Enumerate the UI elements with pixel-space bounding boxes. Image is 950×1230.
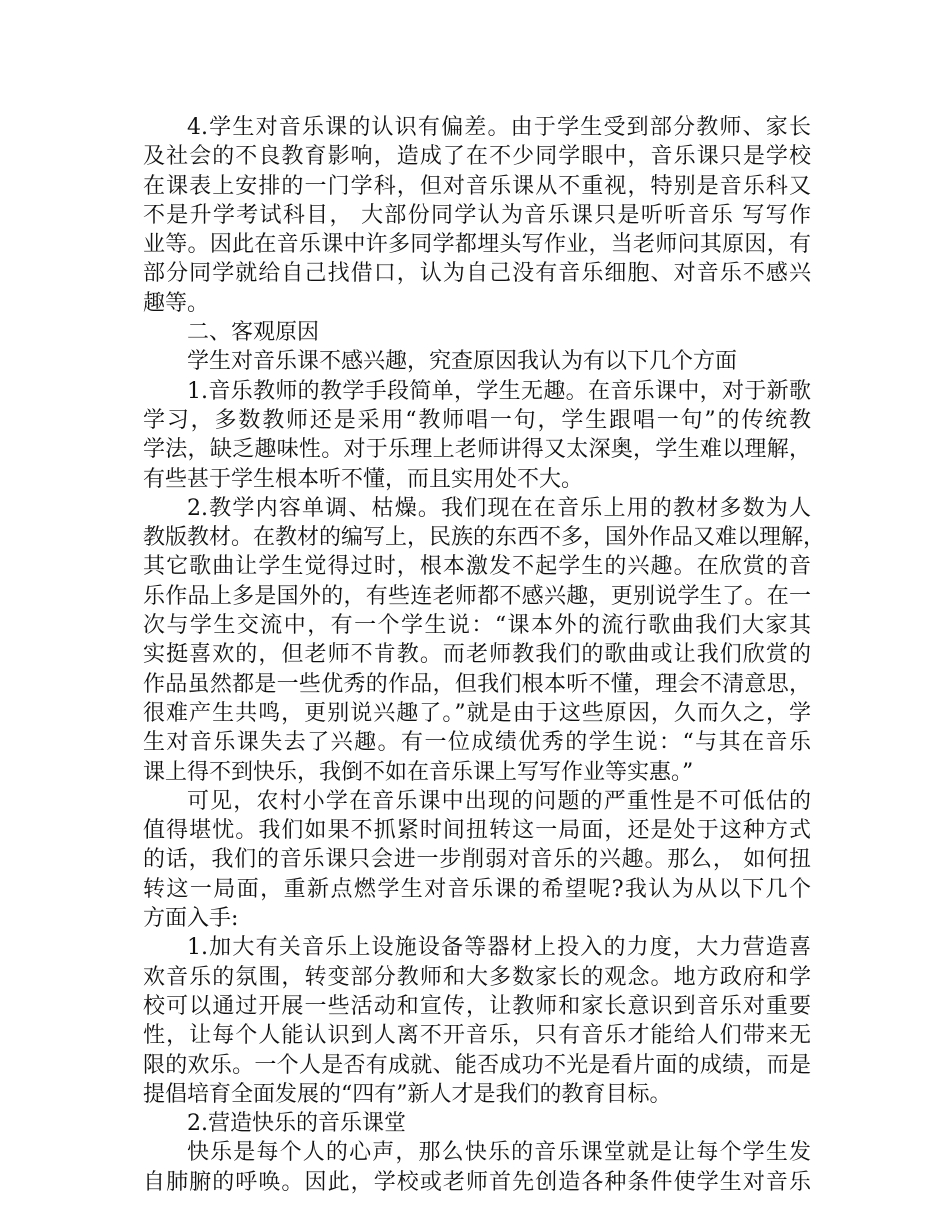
text-line: 课上得不到快乐，我倒不如在音乐课上写写作业等实惠。” <box>143 759 694 785</box>
text-line: 方面入手: <box>143 906 239 932</box>
text-line: 很难产生共鸣，更别说兴趣了。”就是由于这些原因，久而久之，学 <box>143 700 811 726</box>
text-line: 部分同学就给自己找借口，认为自己没有音乐细胞、对音乐不感兴 <box>143 261 811 287</box>
text-line: 二、客观原因 <box>187 320 320 346</box>
text-line: 生对音乐课失去了兴趣。有一位成绩优秀的学生说：“与其在音乐 <box>143 730 811 756</box>
text-line: 1.音乐教师的教学手段简单，学生无趣。在音乐课中，对于新歌 <box>187 378 811 404</box>
text-line: 2.教学内容单调、枯燥。我们现在在音乐上用的教材多数为人 <box>187 495 811 521</box>
text-line: 限的欢乐。一个人是否有成就、能否成功不光是看片面的成绩，而是 <box>143 1052 811 1078</box>
text-line: 不是升学考试科目， 大部份同学认为音乐课只是听听音乐 写写作 <box>143 202 811 228</box>
text-line: 欢音乐的氛围，转变部分教师和大多数家长的观念。地方政府和学 <box>143 964 811 990</box>
text-line: 1.加大有关音乐上设施设备等器材上投入的力度，大力营造喜 <box>187 935 811 961</box>
text-line: 提倡培育全面发展的“四有”新人才是我们的教育目标。 <box>143 1081 672 1107</box>
text-line: 可见，农村小学在音乐课中出现的问题的严重性是不可低估的 <box>187 788 811 814</box>
text-line: 学法，缺乏趣味性。对于乐理上老师讲得又太深奥，学生难以理解， <box>143 437 811 463</box>
text-line: 实挺喜欢的，但老师不肯教。而老师教我们的歌曲或让我们欣赏的 <box>143 642 811 668</box>
text-line: 4.学生对音乐课的认识有偏差。由于学生受到部分教师、家长 <box>187 115 811 140</box>
text-line: 校可以通过开展一些活动和宣传，让教师和家长意识到音乐对重要 <box>143 993 811 1019</box>
text-line: 及社会的不良教育影响，造成了在不少同学眼中，音乐课只是学校 <box>143 144 811 170</box>
text-line: 次与学生交流中，有一个学生说：“课本外的流行歌曲我们大家其 <box>143 613 811 639</box>
text-line: 的话，我们的音乐课只会进一步削弱对音乐的兴趣。那么， 如何扭 <box>143 847 811 873</box>
text-line: 其它歌曲让学生觉得过时，根本激发不起学生的兴趣。在欣赏的音 <box>143 554 811 580</box>
text-line: 快乐是每个人的心声，那么快乐的音乐课堂就是让每个学生发 <box>187 1140 811 1166</box>
text-line: 转这一局面，重新点燃学生对音乐课的希望呢?我认为从以下几个 <box>143 876 811 902</box>
text-line: 业等。因此在音乐课中许多同学都埋头写作业，当老师问其原因，有 <box>143 232 811 258</box>
text-line: 在课表上安排的一门学科，但对音乐课从不重视，特别是音乐科又 <box>143 173 811 199</box>
document-page <box>143 113 826 1197</box>
text-line: 学生对音乐课不感兴趣，究查原因我认为有以下几个方面 <box>187 349 738 375</box>
text-line: 2.营造快乐的音乐课堂 <box>187 1111 406 1137</box>
text-line: 有些甚于学生根本听不懂，而且实用处不大。 <box>143 466 584 492</box>
text-line: 值得堪忧。我们如果不抓紧时间扭转这一局面，还是处于这种方式 <box>143 818 811 844</box>
text-line: 趣等。 <box>143 290 210 316</box>
text-line: 学习，多数教师还是采用“教师唱一句，学生跟唱一句”的传统教 <box>143 407 811 433</box>
text-line: 自肺腑的呼唤。因此，学校或老师首先创造各种条件使学生对音乐 <box>143 1169 811 1195</box>
text-line: 性，让每个人能认识到人离不开音乐，只有音乐才能给人们带来无 <box>143 1023 811 1049</box>
text-line: 教版教材。在教材的编写上，民族的东西不多，国外作品又难以理解， <box>143 525 826 551</box>
text-line: 乐作品上多是国外的，有些连老师都不感兴趣，更别说学生了。在一 <box>143 583 811 609</box>
text-line: 作品虽然都是一些优秀的作品，但我们根本听不懂，理会不清意思， <box>143 671 811 697</box>
